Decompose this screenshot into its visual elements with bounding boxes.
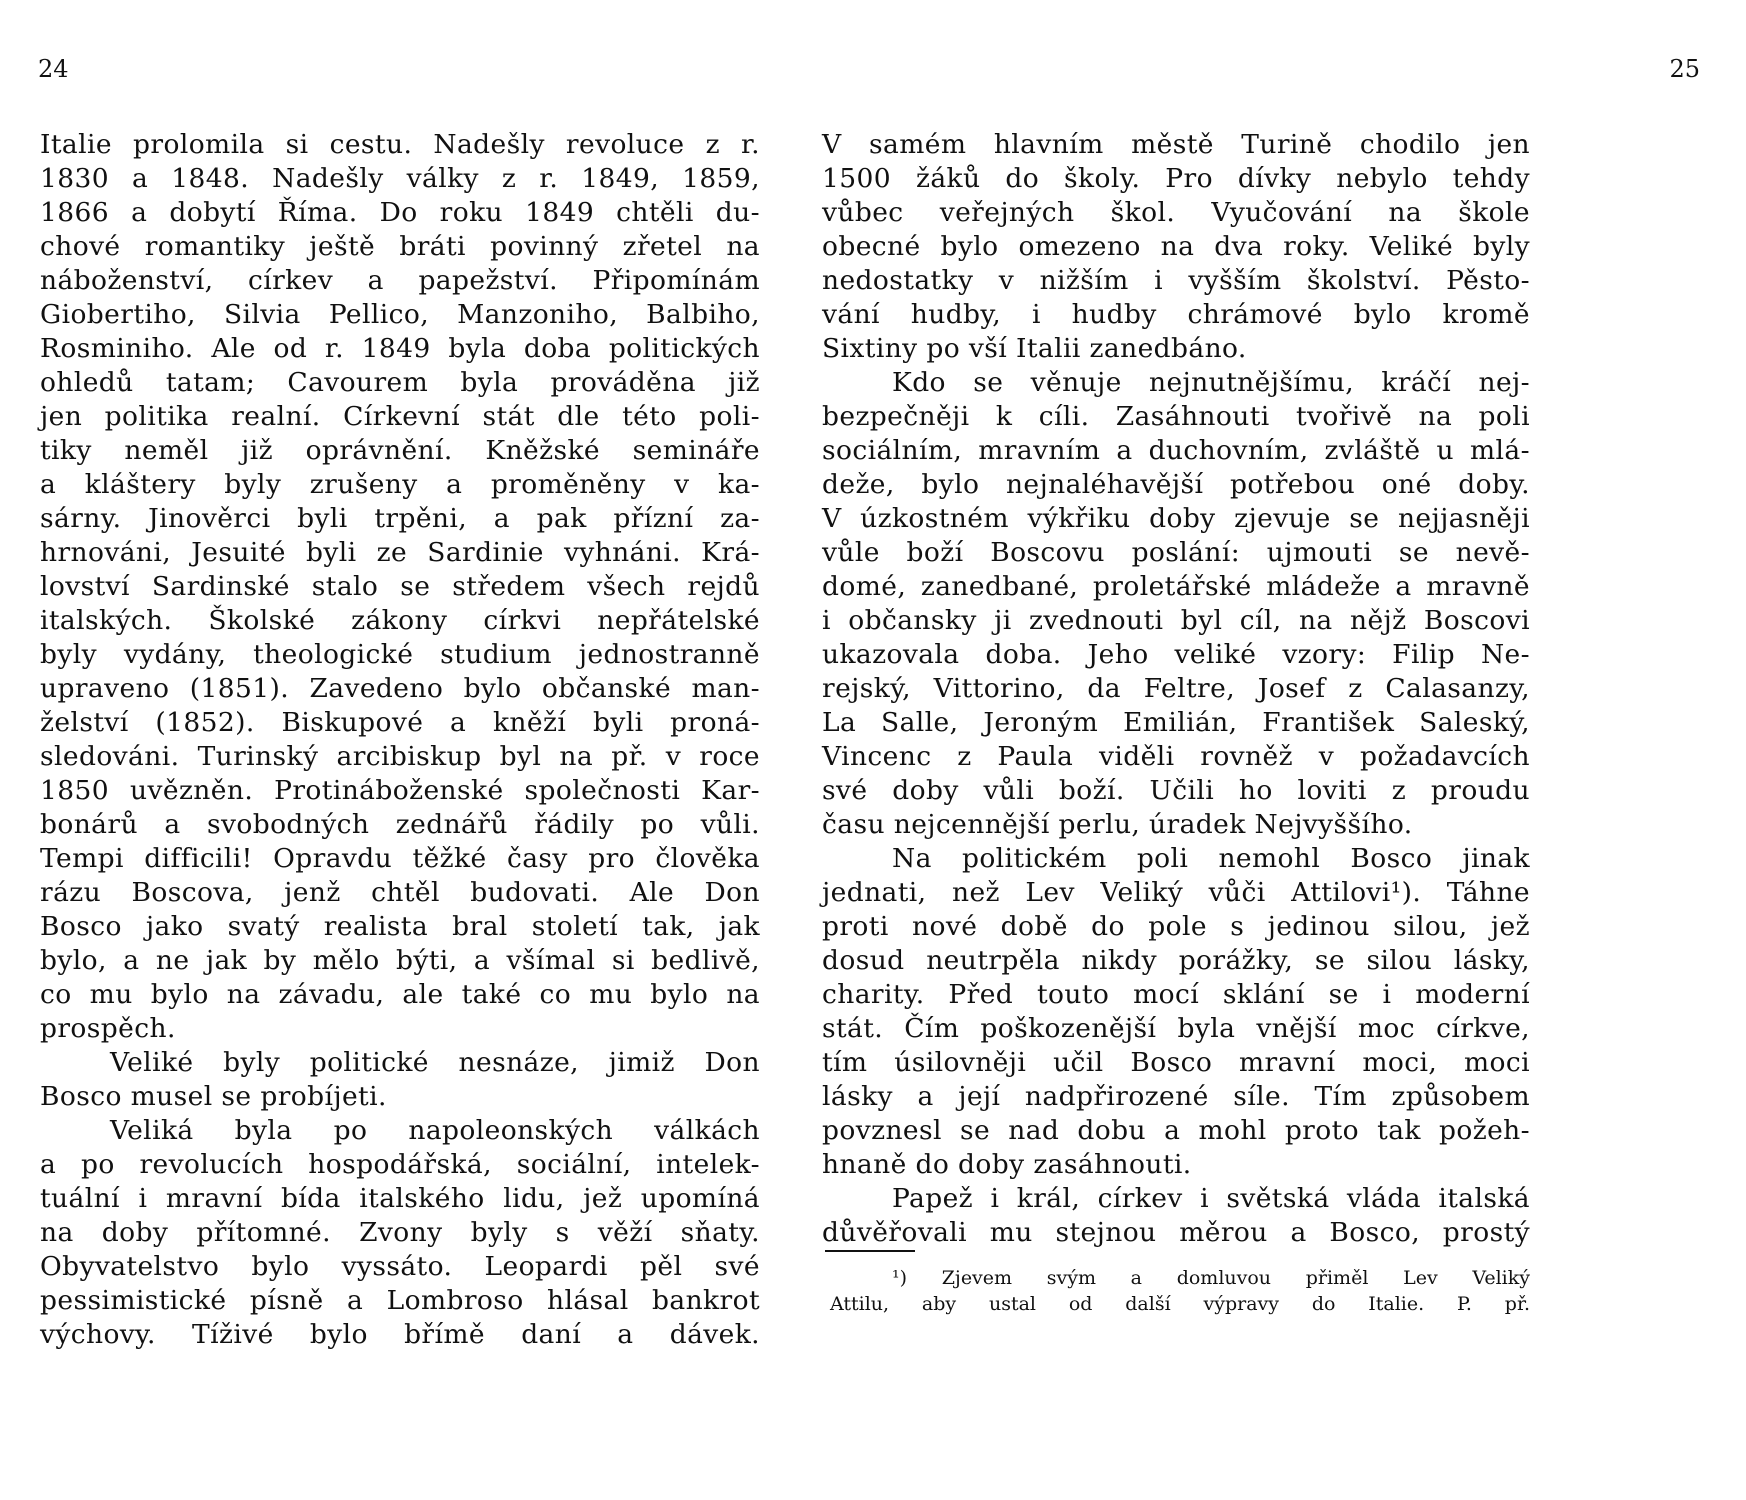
- text-line: 1830 a 1848. Nadešly války z r. 1849, 1859,: [40, 163, 760, 194]
- text-line: Bosco musel se probíjeti.: [40, 1081, 387, 1112]
- text-line: Rosminiho. Ale od r. 1849 byla doba politických: [40, 333, 760, 364]
- text-line: 1500 žáků do školy. Pro dívky nebylo tehdy: [822, 163, 1530, 194]
- text-line: ohledů tatam; Cavourem byla prováděna již: [40, 367, 760, 398]
- text-line: nedostatky v nižším i vyšším školství. Pěsto-: [822, 265, 1530, 296]
- text-line: 1866 a dobytí Říma. Do roku 1849 chtěli du-: [40, 197, 760, 228]
- text-line: bonárů a svobodných zednářů řádily po vůli.: [40, 809, 760, 840]
- text-line: jen politika realní. Církevní stát dle této poli-: [40, 401, 760, 432]
- text-line: ukazovala doba. Jeho veliké vzory: Filip Ne-: [822, 639, 1530, 670]
- text-line: Tempi difficili! Opravdu těžké časy pro člověka: [40, 843, 760, 874]
- text-line: výchovy. Tíživé bylo břímě daní a dávek.: [40, 1319, 760, 1350]
- text-line: Papež i král, církev i světská vláda italská: [892, 1183, 1530, 1214]
- text-line: své doby vůli boží. Učili ho loviti z proudu: [822, 775, 1530, 806]
- text-line: bylo, a ne jak by mělo býti, a všímal si bedlivě,: [40, 945, 760, 976]
- text-line: sledováni. Turinský arcibiskup byl na př. v roce: [40, 741, 760, 772]
- text-line: lovství Sardinské stalo se středem všech rejdů: [40, 571, 760, 602]
- text-line: tuální i mravní bída italského lidu, jež upomíná: [40, 1183, 760, 1214]
- text-line: sociálním, mravním a duchovním, zvláště u mlá-: [822, 435, 1530, 466]
- text-line: Sixtiny po vší Italii zanedbáno.: [822, 333, 1247, 364]
- text-line: vůbec veřejných škol. Vyučování na škole: [822, 197, 1530, 228]
- text-line: proti nové době do pole s jedinou silou, jež: [822, 911, 1530, 942]
- text-line: La Salle, Jeroným Emilián, František Saleský,: [822, 707, 1530, 738]
- text-line: tiky neměl již oprávnění. Kněžské semináře: [40, 435, 760, 466]
- text-line: 1850 uvězněn. Protináboženské společnosti Kar-: [40, 775, 760, 806]
- footnote-line: Attilu, aby ustal od další výpravy do Italie. P. př.: [830, 1293, 1530, 1315]
- text-line: času nejcennější perlu, úradek Nejvyššího.: [822, 809, 1413, 840]
- text-line: vání hudby, i hudby chrámové bylo kromě: [822, 299, 1530, 330]
- right-page-text: [822, 128, 1530, 1250]
- footnote: [830, 1265, 1530, 1317]
- text-line: Obyvatelstvo bylo vyssáto. Leopardi pěl své: [40, 1251, 760, 1282]
- text-line: povznesl se nad dobu a mohl proto tak požeh-: [822, 1115, 1530, 1146]
- text-line: vůle boží Boscovu poslání: ujmouti se nevě-: [822, 537, 1530, 568]
- text-line: obecné bylo omezeno na dva roky. Veliké byly: [822, 231, 1530, 262]
- text-line: Vincenc z Paula viděli rovněž v požadavcích: [822, 741, 1530, 772]
- text-line: Kdo se věnuje nejnutnějšímu, kráčí nej-: [892, 367, 1530, 398]
- text-line: jednati, než Lev Veliký vůči Attilovi¹). Táhne: [822, 877, 1530, 908]
- text-line: i občansky ji zvednouti byl cíl, na nějž Boscovi: [822, 605, 1530, 636]
- text-line: chové romantiky ještě bráti povinný zřetel na: [40, 231, 760, 262]
- text-line: Italie prolomila si cestu. Nadešly revoluce z r.: [40, 129, 760, 160]
- text-line: na doby přítomné. Zvony byly s věží sňaty.: [40, 1217, 760, 1248]
- text-line: charity. Před touto mocí sklání se i moderní: [822, 979, 1530, 1010]
- text-line: dosud neutrpěla nikdy porážky, se silou lásky,: [822, 945, 1530, 976]
- text-line: V samém hlavním městě Turině chodilo jen: [822, 129, 1530, 160]
- page-number-left: 24: [38, 55, 69, 83]
- text-line: rázu Boscova, jenž chtěl budovati. Ale Don: [40, 877, 760, 908]
- text-line: stát. Čím poškozenější byla vnější moc církve,: [822, 1013, 1530, 1044]
- text-line: Giobertiho, Silvia Pellico, Manzoniho, Balbiho,: [40, 299, 760, 330]
- text-line: důvěřovali mu stejnou měrou a Bosco, prostý: [822, 1217, 1530, 1248]
- text-line: Veliká byla po napoleonských válkách: [110, 1115, 760, 1146]
- text-line: byly vydány, theologické studium jednostranně: [40, 639, 760, 670]
- text-line: lásky a její nadpřirozené síle. Tím způsobem: [822, 1081, 1530, 1112]
- left-page-text: [40, 128, 760, 1352]
- footnote-divider: [825, 1250, 915, 1252]
- text-line: želství (1852). Biskupové a kněží byli proná-: [40, 707, 760, 738]
- text-line: italských. Školské zákony církvi nepřátelské: [40, 605, 760, 636]
- text-line: sárny. Jinověrci byli trpěni, a pak přízní za-: [40, 503, 760, 534]
- text-line: a kláštery byly zrušeny a proměněny v ka-: [40, 469, 760, 500]
- text-line: pessimistické písně a Lombroso hlásal bankrot: [40, 1285, 760, 1316]
- footnote-line: ¹) Zjevem svým a domluvou přiměl Lev Veliký: [892, 1267, 1530, 1289]
- text-line: domé, zanedbané, proletářské mládeže a mravně: [822, 571, 1530, 602]
- text-line: bezpečněji k cíli. Zasáhnouti tvořivě na poli: [822, 401, 1530, 432]
- text-line: náboženství, církev a papežství. Připomínám: [40, 265, 760, 296]
- text-line: prospěch.: [40, 1013, 176, 1044]
- text-line: co mu bylo na závadu, ale také co mu bylo na: [40, 979, 760, 1010]
- text-line: V úzkostném výkřiku doby zjevuje se nejjasněji: [822, 503, 1530, 534]
- page-number-right: 25: [1669, 55, 1700, 83]
- text-line: rejský, Vittorino, da Feltre, Josef z Calasanzy,: [822, 673, 1530, 704]
- text-line: upraveno (1851). Zavedeno bylo občanské man-: [40, 673, 760, 704]
- text-line: hnaně do doby zasáhnouti.: [822, 1149, 1192, 1180]
- text-line: Bosco jako svatý realista bral století tak, jak: [40, 911, 760, 942]
- text-line: tím úsilovněji učil Bosco mravní moci, moci: [822, 1047, 1530, 1078]
- text-line: a po revolucích hospodářská, sociální, intelek-: [40, 1149, 760, 1180]
- text-line: deže, bylo nejnaléhavější potřebou oné doby.: [822, 469, 1530, 500]
- text-line: hrnováni, Jesuité byli ze Sardinie vyhnáni. Krá-: [40, 537, 760, 568]
- text-line: Veliké byly politické nesnáze, jimiž Don: [110, 1047, 760, 1078]
- text-line: Na politickém poli nemohl Bosco jinak: [892, 843, 1530, 874]
